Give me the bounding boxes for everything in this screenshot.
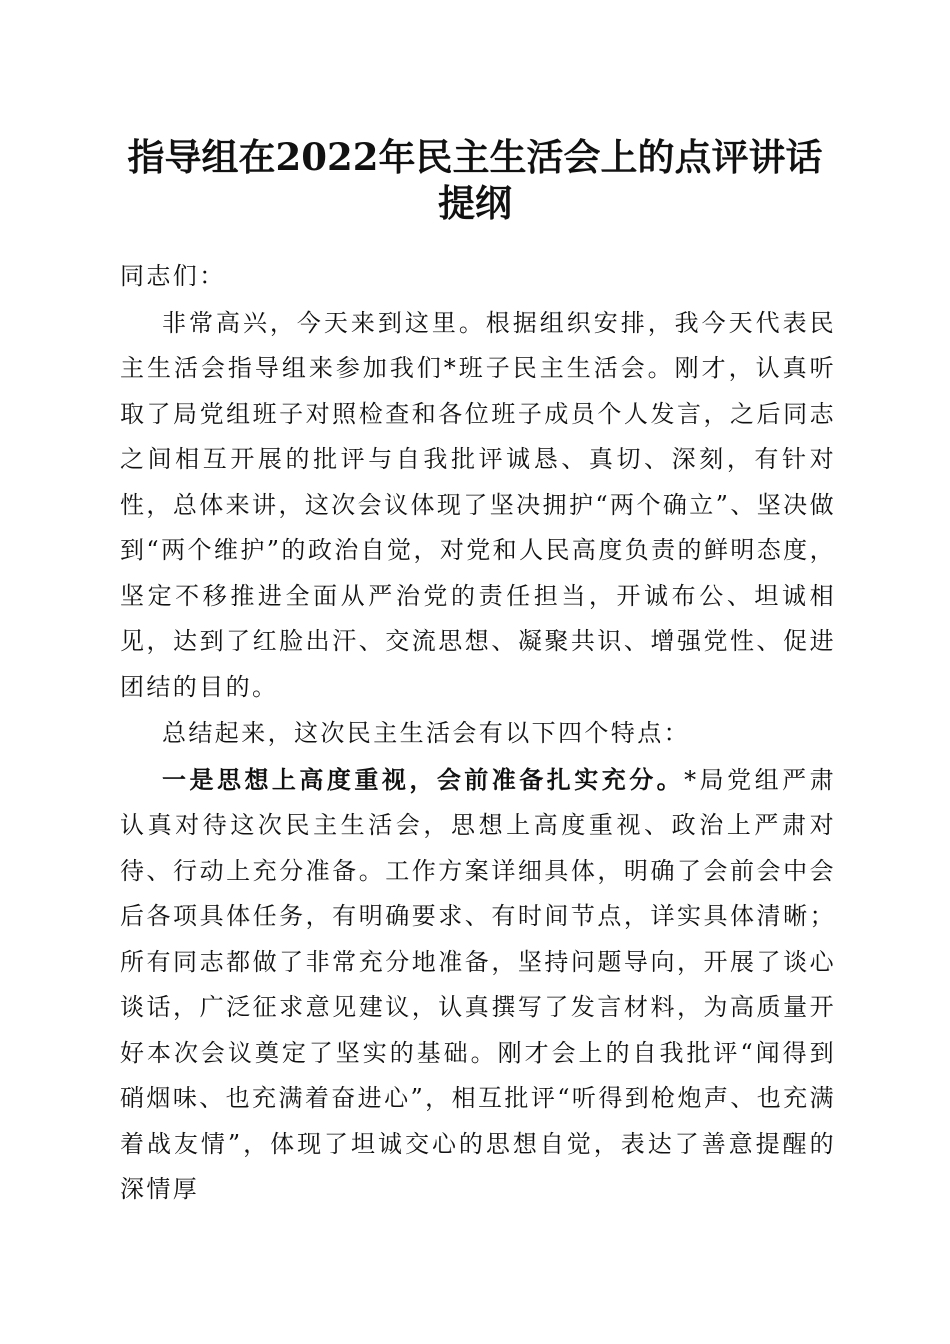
paragraph-summary xyxy=(120,710,836,757)
greeting: 同志们： xyxy=(120,262,226,290)
paragraph-point-one xyxy=(120,757,836,1213)
paragraph-text: 非常高兴，今天来到这里。根据组织安排，我今天代表民主生活会指导组来参加我们*班子民主生活会。刚才，认真听取了局党组班子对照检查和各位班子成员个人发言，之后同志之间相互开展的批评与自我批评诚恳、真切、深刻，有针对性，总体来讲，这次会议体现了坚决拥护“两个确立”、坚决做到“两个维护”的政治自觉，对党和人民高度负责的鲜明态度，坚定不移推进全面从严治党的责任担当，开诚布公、坦诚相见，达到了红脸出汗、交流思想、凝聚共识、增强党性、促进团结的目的。 xyxy=(120,308,836,701)
document-title: 指导组在2022年民主生活会上的点评讲话提纲 xyxy=(127,135,823,225)
paragraph-opening xyxy=(120,300,836,711)
paragraph-text: 总结起来，这次民主生活会有以下四个特点： xyxy=(162,719,690,747)
paragraph-text: *局党组严肃认真对待这次民主生活会，思想上高度重视、政治上严肃对待、行动上充分准备。工作方案详细具体，明确了会前会中会后各项具体任务，有明确要求、有时间节点，详实具体清晰；所有同志都做了非常充分地准备，坚持问题导向，开展了谈心谈话，广泛征求意见建议，认真撰写了发言材料，为高质量开好本次会议奠定了坚实的基础。刚才会上的自我批评“闻得到硝烟味、也充满着奋进心”，相互批评“听得到枪炮声、也充满着战友情”，体现了坦诚交心的思想自觉，表达了善意提醒的深情厚 xyxy=(120,765,836,1203)
document-body xyxy=(120,254,836,1213)
paragraph-lead: 一是思想上高度重视，会前准备扎实充分。 xyxy=(162,764,685,794)
